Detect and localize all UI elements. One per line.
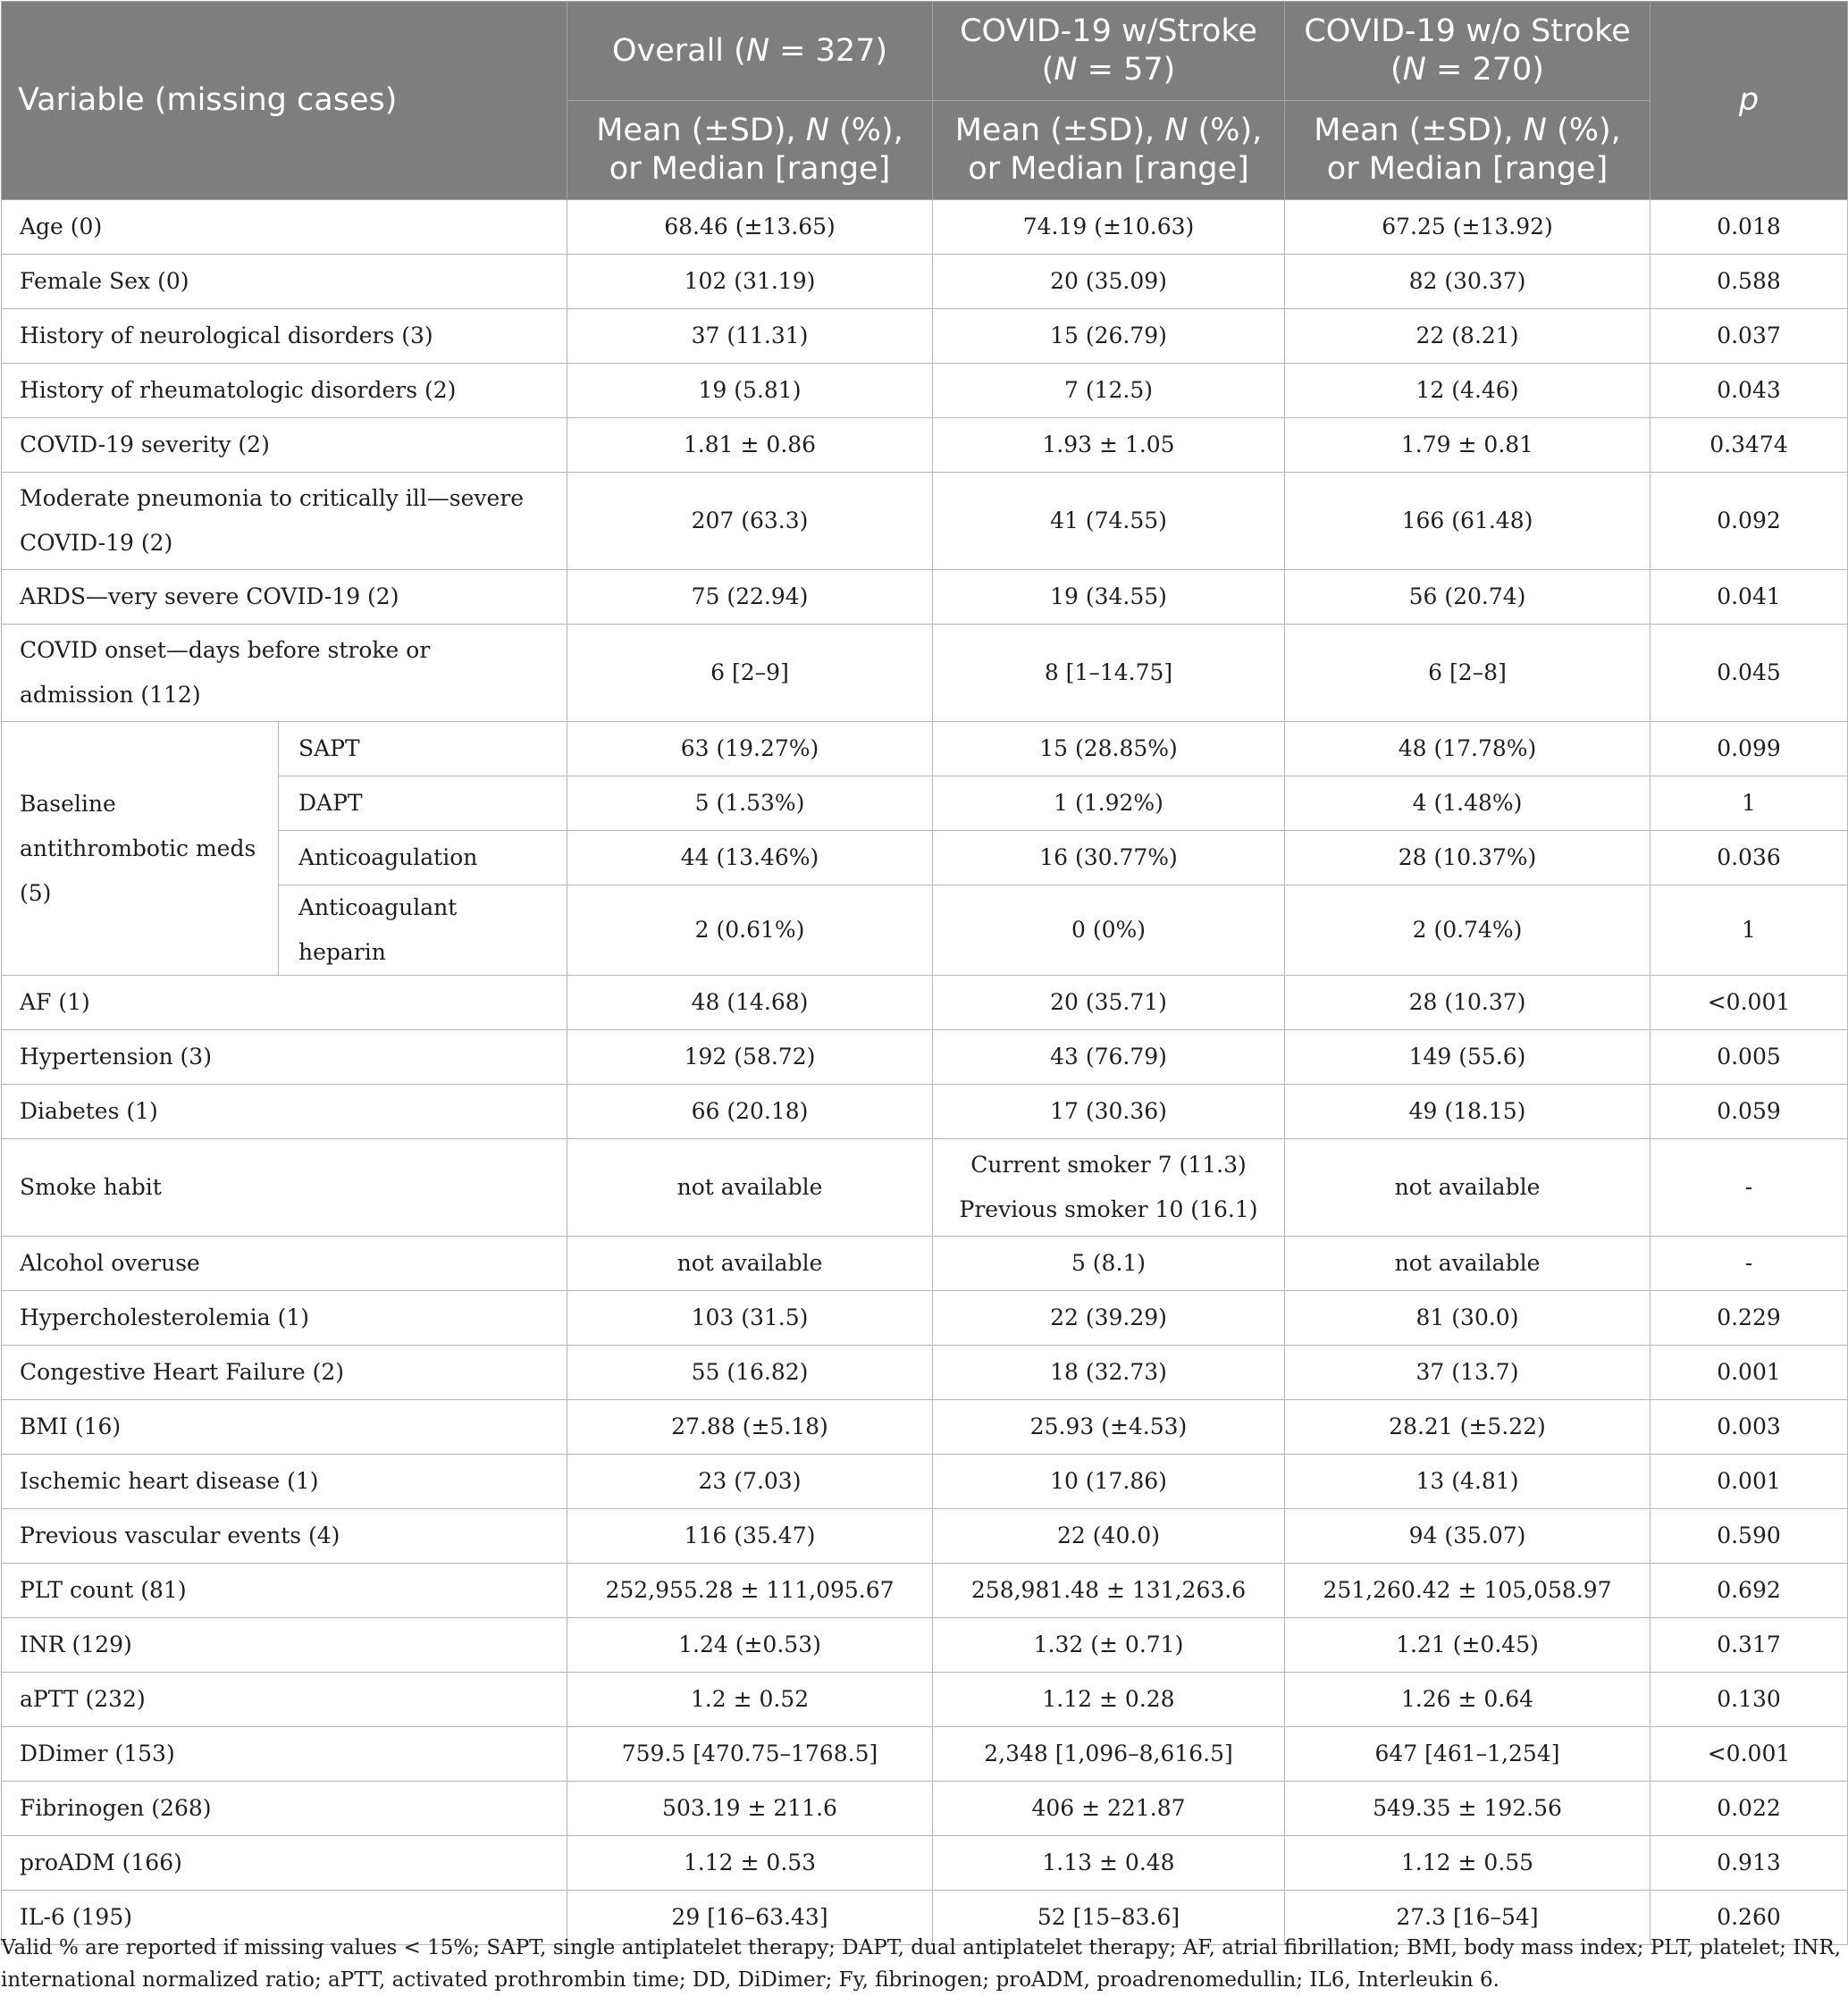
cell-stroke: 2,348 [1,096–8,616.5] bbox=[933, 1727, 1285, 1782]
cell-no-stroke: not available bbox=[1285, 1139, 1651, 1237]
row-label: Congestive Heart Failure (2) bbox=[2, 1346, 567, 1400]
cell-no-stroke: 67.25 (±13.92) bbox=[1285, 200, 1651, 255]
cell-overall: 27.88 (±5.18) bbox=[567, 1400, 933, 1455]
cell-stroke: 7 (12.5) bbox=[933, 364, 1285, 418]
row-label: History of neurological disorders (3) bbox=[2, 309, 567, 364]
cell-overall: 192 (58.72) bbox=[567, 1030, 933, 1085]
table-row bbox=[2, 1291, 1848, 1346]
cell-p: - bbox=[1651, 1139, 1848, 1237]
row-label: Fibrinogen (268) bbox=[2, 1782, 567, 1836]
smoke-current: Current smoker 7 (11.3) bbox=[970, 1152, 1247, 1178]
table-row bbox=[2, 1618, 1848, 1673]
cell-stroke: 18 (32.73) bbox=[933, 1346, 1285, 1400]
row-label: DDimer (153) bbox=[2, 1727, 567, 1782]
row-label: Previous vascular events (4) bbox=[2, 1509, 567, 1564]
cell-no-stroke: 28 (10.37%) bbox=[1285, 831, 1651, 885]
cell-no-stroke: 13 (4.81) bbox=[1285, 1455, 1651, 1509]
row-label: IL-6 (195) bbox=[2, 1891, 567, 1945]
cell-no-stroke: 27.3 [16–54] bbox=[1285, 1891, 1651, 1945]
cell-no-stroke: 81 (30.0) bbox=[1285, 1291, 1651, 1346]
table-row bbox=[2, 722, 1848, 776]
cell-overall: not available bbox=[567, 1139, 933, 1237]
table-row bbox=[2, 1139, 1848, 1237]
row-label: Moderate pneumonia to critically ill—severe COVID-19 (2) bbox=[2, 473, 567, 570]
cell-overall: 29 [16–63.43] bbox=[567, 1891, 933, 1945]
row-sublabel: SAPT bbox=[279, 722, 567, 776]
row-sublabel: DAPT bbox=[279, 776, 567, 831]
row-label: aPTT (232) bbox=[2, 1673, 567, 1727]
header-stat-no-stroke: Mean (±SD), N (%), or Median [range] bbox=[1285, 101, 1651, 200]
cell-no-stroke: 2 (0.74%) bbox=[1285, 885, 1651, 976]
header-stat-stroke: Mean (±SD), N (%), or Median [range] bbox=[933, 101, 1285, 200]
cell-p: 0.092 bbox=[1651, 473, 1848, 570]
cell-overall: 19 (5.81) bbox=[567, 364, 933, 418]
table-footnote: Valid % are reported if missing values < 15%; SAPT, single antiplatelet therapy; DAPT, dual antiplatelet therapy; AF, atrial fibrillation; BMI, body mass index; PLT, platelet; INR, international normalized ratio; aPTT, activated prothrombin time; DD, DiDimer; Fy, fibrinogen; proADM, proadrenomedullin; IL6, Interleukin 6. bbox=[1, 1936, 1842, 1992]
cell-no-stroke: 37 (13.7) bbox=[1285, 1346, 1651, 1400]
row-label: Alcohol overuse bbox=[2, 1237, 567, 1291]
table-row bbox=[2, 1727, 1848, 1782]
table-row bbox=[2, 309, 1848, 364]
cell-overall: 1.2 ± 0.52 bbox=[567, 1673, 933, 1727]
cell-p: 0.022 bbox=[1651, 1782, 1848, 1836]
cell-overall: 68.46 (±13.65) bbox=[567, 200, 933, 255]
cell-no-stroke: 82 (30.37) bbox=[1285, 255, 1651, 309]
cell-p: 0.260 bbox=[1651, 1891, 1848, 1945]
cell-overall: 23 (7.03) bbox=[567, 1455, 933, 1509]
cell-p: 0.018 bbox=[1651, 200, 1848, 255]
cell-p: 0.001 bbox=[1651, 1346, 1848, 1400]
cell-overall: 63 (19.27%) bbox=[567, 722, 933, 776]
row-sublabel: Anticoagulation bbox=[279, 831, 567, 885]
cell-stroke: 1.93 ± 1.05 bbox=[933, 418, 1285, 473]
cell-p: - bbox=[1651, 1237, 1848, 1291]
cell-overall: 6 [2–9] bbox=[567, 625, 933, 722]
row-label: proADM (166) bbox=[2, 1836, 567, 1891]
cell-p: 0.003 bbox=[1651, 1400, 1848, 1455]
table-row bbox=[2, 1346, 1848, 1400]
cell-overall: 44 (13.46%) bbox=[567, 831, 933, 885]
cell-no-stroke: 1.21 (±0.45) bbox=[1285, 1618, 1651, 1673]
cell-no-stroke: 4 (1.48%) bbox=[1285, 776, 1651, 831]
cell-stroke: 15 (26.79) bbox=[933, 309, 1285, 364]
cell-p: 0.913 bbox=[1651, 1836, 1848, 1891]
table-header bbox=[2, 2, 1848, 200]
cell-overall: 252,955.28 ± 111,095.67 bbox=[567, 1564, 933, 1618]
row-label: AF (1) bbox=[2, 976, 567, 1030]
table-row bbox=[2, 1030, 1848, 1085]
row-label: Diabetes (1) bbox=[2, 1085, 567, 1139]
cell-p: 0.099 bbox=[1651, 722, 1848, 776]
header-group-stroke: COVID-19 w/Stroke (N = 57) bbox=[933, 2, 1285, 101]
cell-p: 0.692 bbox=[1651, 1564, 1848, 1618]
cell-p: 1 bbox=[1651, 885, 1848, 976]
row-label: COVID onset—days before stroke or admission (112) bbox=[2, 625, 567, 722]
cell-stroke: 5 (8.1) bbox=[933, 1237, 1285, 1291]
cell-overall: 1.12 ± 0.53 bbox=[567, 1836, 933, 1891]
row-label: Hypercholesterolemia (1) bbox=[2, 1291, 567, 1346]
characteristics-table bbox=[1, 1, 1848, 1945]
cell-no-stroke: 647 [461–1,254] bbox=[1285, 1727, 1651, 1782]
cell-stroke: 406 ± 221.87 bbox=[933, 1782, 1285, 1836]
row-label: COVID-19 severity (2) bbox=[2, 418, 567, 473]
table-row bbox=[2, 1509, 1848, 1564]
cell-overall: 503.19 ± 211.6 bbox=[567, 1782, 933, 1836]
cell-p: 0.037 bbox=[1651, 309, 1848, 364]
cell-stroke: 1 (1.92%) bbox=[933, 776, 1285, 831]
cell-stroke: 15 (28.85%) bbox=[933, 722, 1285, 776]
table-row bbox=[2, 1564, 1848, 1618]
cell-no-stroke: 1.26 ± 0.64 bbox=[1285, 1673, 1651, 1727]
table-row bbox=[2, 885, 1848, 976]
cell-overall: 48 (14.68) bbox=[567, 976, 933, 1030]
cell-overall: 55 (16.82) bbox=[567, 1346, 933, 1400]
table-row bbox=[2, 1782, 1848, 1836]
cell-stroke: 17 (30.36) bbox=[933, 1085, 1285, 1139]
cell-no-stroke: 12 (4.46) bbox=[1285, 364, 1651, 418]
table-row bbox=[2, 1085, 1848, 1139]
cell-stroke: 258,981.48 ± 131,263.6 bbox=[933, 1564, 1285, 1618]
cell-no-stroke: 22 (8.21) bbox=[1285, 309, 1651, 364]
cell-overall: 1.81 ± 0.86 bbox=[567, 418, 933, 473]
cell-overall: 759.5 [470.75–1768.5] bbox=[567, 1727, 933, 1782]
cell-no-stroke: 166 (61.48) bbox=[1285, 473, 1651, 570]
table-row bbox=[2, 1400, 1848, 1455]
table-row bbox=[2, 418, 1848, 473]
cell-stroke: 20 (35.09) bbox=[933, 255, 1285, 309]
cell-no-stroke: not available bbox=[1285, 1237, 1651, 1291]
cell-p: 0.005 bbox=[1651, 1030, 1848, 1085]
cell-stroke: 20 (35.71) bbox=[933, 976, 1285, 1030]
row-label: Hypertension (3) bbox=[2, 1030, 567, 1085]
table-row bbox=[2, 570, 1848, 625]
cell-stroke: 22 (39.29) bbox=[933, 1291, 1285, 1346]
cell-overall: 66 (20.18) bbox=[567, 1085, 933, 1139]
row-label: Smoke habit bbox=[2, 1139, 567, 1237]
cell-overall: not available bbox=[567, 1237, 933, 1291]
cell-stroke: 0 (0%) bbox=[933, 885, 1285, 976]
cell-overall: 75 (22.94) bbox=[567, 570, 933, 625]
table-row bbox=[2, 1237, 1848, 1291]
cell-overall: 1.24 (±0.53) bbox=[567, 1618, 933, 1673]
cell-no-stroke: 48 (17.78%) bbox=[1285, 722, 1651, 776]
cell-no-stroke: 149 (55.6) bbox=[1285, 1030, 1651, 1085]
cell-no-stroke: 56 (20.74) bbox=[1285, 570, 1651, 625]
cell-p: 0.588 bbox=[1651, 255, 1848, 309]
table-body bbox=[2, 200, 1848, 1945]
table-row bbox=[2, 1673, 1848, 1727]
cell-no-stroke: 49 (18.15) bbox=[1285, 1085, 1651, 1139]
cell-stroke: 1.12 ± 0.28 bbox=[933, 1673, 1285, 1727]
table-row bbox=[2, 473, 1848, 570]
cell-p: <0.001 bbox=[1651, 976, 1848, 1030]
cell-overall: 207 (63.3) bbox=[567, 473, 933, 570]
smoke-previous: Previous smoker 10 (16.1) bbox=[959, 1196, 1258, 1222]
cell-stroke: 52 [15–83.6] bbox=[933, 1891, 1285, 1945]
header-p-value: p bbox=[1651, 2, 1848, 200]
row-label: Ischemic heart disease (1) bbox=[2, 1455, 567, 1509]
cell-overall: 2 (0.61%) bbox=[567, 885, 933, 976]
row-label: Age (0) bbox=[2, 200, 567, 255]
cell-no-stroke: 549.35 ± 192.56 bbox=[1285, 1782, 1651, 1836]
cell-p: 0.045 bbox=[1651, 625, 1848, 722]
header-group-overall: Overall (N = 327) bbox=[567, 2, 933, 101]
table-row bbox=[2, 364, 1848, 418]
cell-stroke: 8 [1–14.75] bbox=[933, 625, 1285, 722]
cell-no-stroke: 1.12 ± 0.55 bbox=[1285, 1836, 1651, 1891]
row-sublabel: Anticoagulant heparin bbox=[279, 885, 567, 976]
cell-p: 0.130 bbox=[1651, 1673, 1848, 1727]
cell-no-stroke: 28.21 (±5.22) bbox=[1285, 1400, 1651, 1455]
table-row bbox=[2, 255, 1848, 309]
table-row bbox=[2, 625, 1848, 722]
cell-stroke: 74.19 (±10.63) bbox=[933, 200, 1285, 255]
cell-stroke: 19 (34.55) bbox=[933, 570, 1285, 625]
cell-p: 0.590 bbox=[1651, 1509, 1848, 1564]
cell-stroke: 16 (30.77%) bbox=[933, 831, 1285, 885]
header-variable: Variable (missing cases) bbox=[2, 2, 567, 200]
header-row-groups bbox=[2, 2, 1848, 101]
cell-stroke: 1.32 (± 0.71) bbox=[933, 1618, 1285, 1673]
row-label: PLT count (81) bbox=[2, 1564, 567, 1618]
table-row bbox=[2, 200, 1848, 255]
cell-stroke: 10 (17.86) bbox=[933, 1455, 1285, 1509]
cell-p: <0.001 bbox=[1651, 1727, 1848, 1782]
cell-no-stroke: 1.79 ± 0.81 bbox=[1285, 418, 1651, 473]
cell-stroke: 22 (40.0) bbox=[933, 1509, 1285, 1564]
cell-overall: 116 (35.47) bbox=[567, 1509, 933, 1564]
cell-overall: 103 (31.5) bbox=[567, 1291, 933, 1346]
cell-no-stroke: 94 (35.07) bbox=[1285, 1509, 1651, 1564]
cell-no-stroke: 251,260.42 ± 105,058.97 bbox=[1285, 1564, 1651, 1618]
table-row bbox=[2, 831, 1848, 885]
table-row bbox=[2, 1836, 1848, 1891]
table-row bbox=[2, 1455, 1848, 1509]
antithrombotic-group-label: Baseline antithrombotic meds (5) bbox=[2, 722, 279, 976]
cell-p: 0.036 bbox=[1651, 831, 1848, 885]
cell-p: 0.059 bbox=[1651, 1085, 1848, 1139]
row-label: ARDS—very severe COVID-19 (2) bbox=[2, 570, 567, 625]
row-label: BMI (16) bbox=[2, 1400, 567, 1455]
cell-stroke: 25.93 (±4.53) bbox=[933, 1400, 1285, 1455]
cell-p: 0.317 bbox=[1651, 1618, 1848, 1673]
cell-no-stroke: 6 [2–8] bbox=[1285, 625, 1651, 722]
header-stat-overall: Mean (±SD), N (%), or Median [range] bbox=[567, 101, 933, 200]
header-group-no-stroke: COVID-19 w/o Stroke (N = 270) bbox=[1285, 2, 1651, 101]
row-label: History of rheumatologic disorders (2) bbox=[2, 364, 567, 418]
cell-stroke: 41 (74.55) bbox=[933, 473, 1285, 570]
cell-stroke: 1.13 ± 0.48 bbox=[933, 1836, 1285, 1891]
cell-overall: 37 (11.31) bbox=[567, 309, 933, 364]
cell-no-stroke: 28 (10.37) bbox=[1285, 976, 1651, 1030]
table-row bbox=[2, 976, 1848, 1030]
cell-p: 0.043 bbox=[1651, 364, 1848, 418]
table-row bbox=[2, 776, 1848, 831]
cell-p: 0.229 bbox=[1651, 1291, 1848, 1346]
cell-stroke: 43 (76.79) bbox=[933, 1030, 1285, 1085]
cell-overall: 5 (1.53%) bbox=[567, 776, 933, 831]
cell-p: 0.001 bbox=[1651, 1455, 1848, 1509]
row-label: INR (129) bbox=[2, 1618, 567, 1673]
cell-overall: 102 (31.19) bbox=[567, 255, 933, 309]
cell-p: 0.041 bbox=[1651, 570, 1848, 625]
row-label: Female Sex (0) bbox=[2, 255, 567, 309]
cell-stroke bbox=[933, 1139, 1285, 1237]
cell-p: 0.3474 bbox=[1651, 418, 1848, 473]
cell-p: 1 bbox=[1651, 776, 1848, 831]
